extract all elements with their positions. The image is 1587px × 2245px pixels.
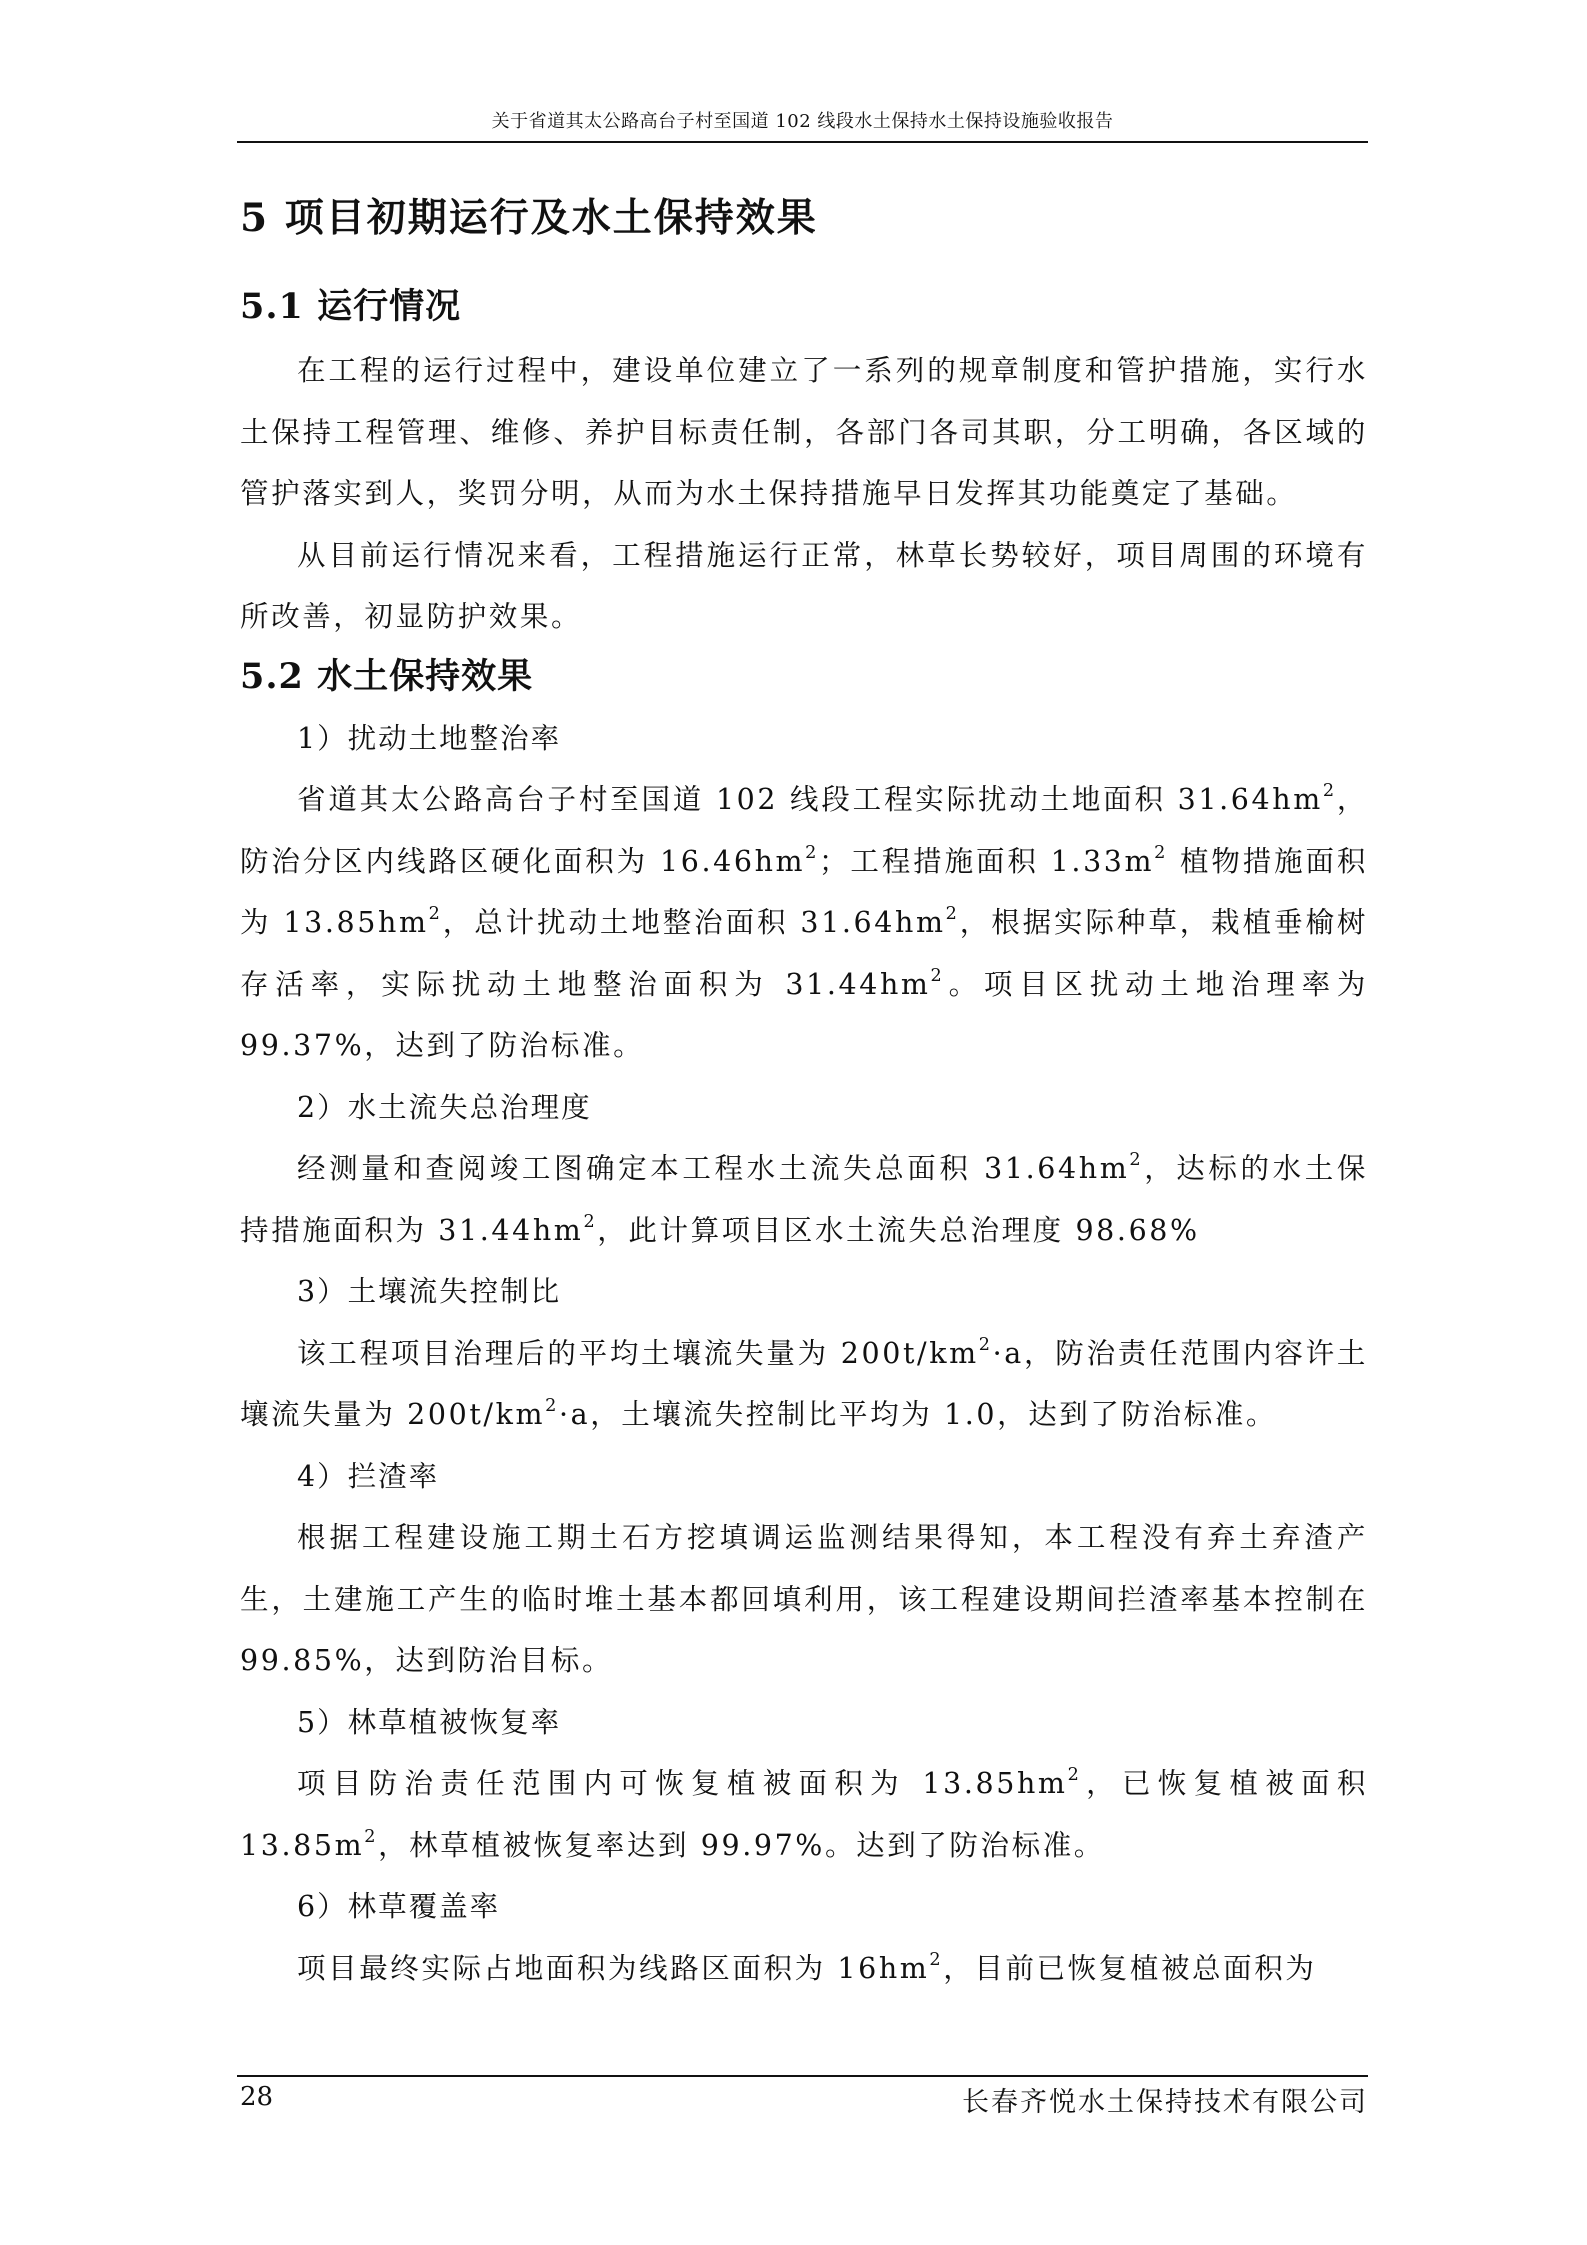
paragraph: 在工程的运行过程中，建设单位建立了一系列的规章制度和管护措施，实行水土保持工程管理、维修、养护目标责任制，各部门各司其职，分工明确，各区域的管护落实到人，奖罚分明，从而为水土保持措施早日发挥其功能奠定了基础。 — [240, 354, 1368, 510]
item-body-6: 项目最终实际占地面积为线路区面积为 $16hm^2$，目前已恢复植被总面积为 — [297, 1949, 1317, 1985]
item-body-2: 经测量和查阅竣工图确定本工程水土流失总面积 $31.64hm^2$，达标的水土保持措施面积为 $31.44hm^2$，此计算项目区水土流失总治理度 98.68% — [240, 1149, 1368, 1247]
running-header: 关于省道其太公路高台子村至国道 102 线段水土保持水土保持设施验收报告 — [491, 111, 1114, 132]
page-content — [240, 190, 1368, 1999]
item-body-4: 根据工程建设施工期土石方挖填调运监测结果得知，本工程没有弃土弃渣产生，土建施工产生的临时堆土基本都回填利用，该工程建设期间拦渣率基本控制在 99.85%，达到防治目标。 — [240, 1521, 1368, 1677]
section-title-5-2: 5.2 水土保持效果 — [240, 655, 534, 697]
item-body-5: 项目防治责任范围内可恢复植被面积为 $13.85hm^2$，已恢复植被面积 $13.85m^2$，林草植被恢复率达到 99.97%。达到了防治标准。 — [240, 1764, 1368, 1862]
item-heading-2: 2）水土流失总治理度 — [297, 1090, 592, 1124]
item-heading-4: 4）拦渣率 — [297, 1459, 440, 1493]
item-body-1: 省道其太公路高台子村至国道 102 线段工程实际扰动土地面积 $31.64hm^2$，防治分区内线路区硬化面积为 $16.46hm^2$；工程措施面积 $1.33m^2$ 植物措施面积为 $13.85hm^2$，总计扰动土地整治面积 $31.64hm^2$，根据实际种草，栽植垂榆树存活率，实际扰动土地整治面积为 $31.44hm^2$。项目区扰动土地治理率为 99.37%，达到了防治标准。 — [240, 780, 1369, 1062]
item-heading-6: 6）林草覆盖率 — [297, 1890, 501, 1923]
item-heading-3: 3）土壤流失控制比 — [297, 1275, 562, 1308]
page-number: 28 — [240, 2082, 274, 2112]
item-body-3: 该工程项目治理后的平均土壤流失量为 $200t/km^2\cdot a$，防治责任范围内容许土壤流失量为 $200t/km^2\cdot a$，土壤流失控制比平均为 1.0，达到了防治标准。 — [240, 1334, 1368, 1431]
footer-rule — [237, 2075, 1368, 2077]
chapter-title: 5 项目初期运行及水土保持效果 — [240, 195, 818, 241]
paragraph: 从目前运行情况来看，工程措施运行正常，林草长势较好，项目周围的环境有所改善，初显防护效果。 — [240, 538, 1368, 633]
company-name: 长春齐悦水土保持技术有限公司 — [962, 2087, 1368, 2118]
header-rule — [237, 141, 1368, 143]
section-title-5-1: 5.1 运行情况 — [240, 286, 462, 327]
item-heading-1: 1）扰动土地整治率 — [297, 721, 562, 755]
item-heading-5: 5）林草植被恢复率 — [297, 1705, 562, 1739]
